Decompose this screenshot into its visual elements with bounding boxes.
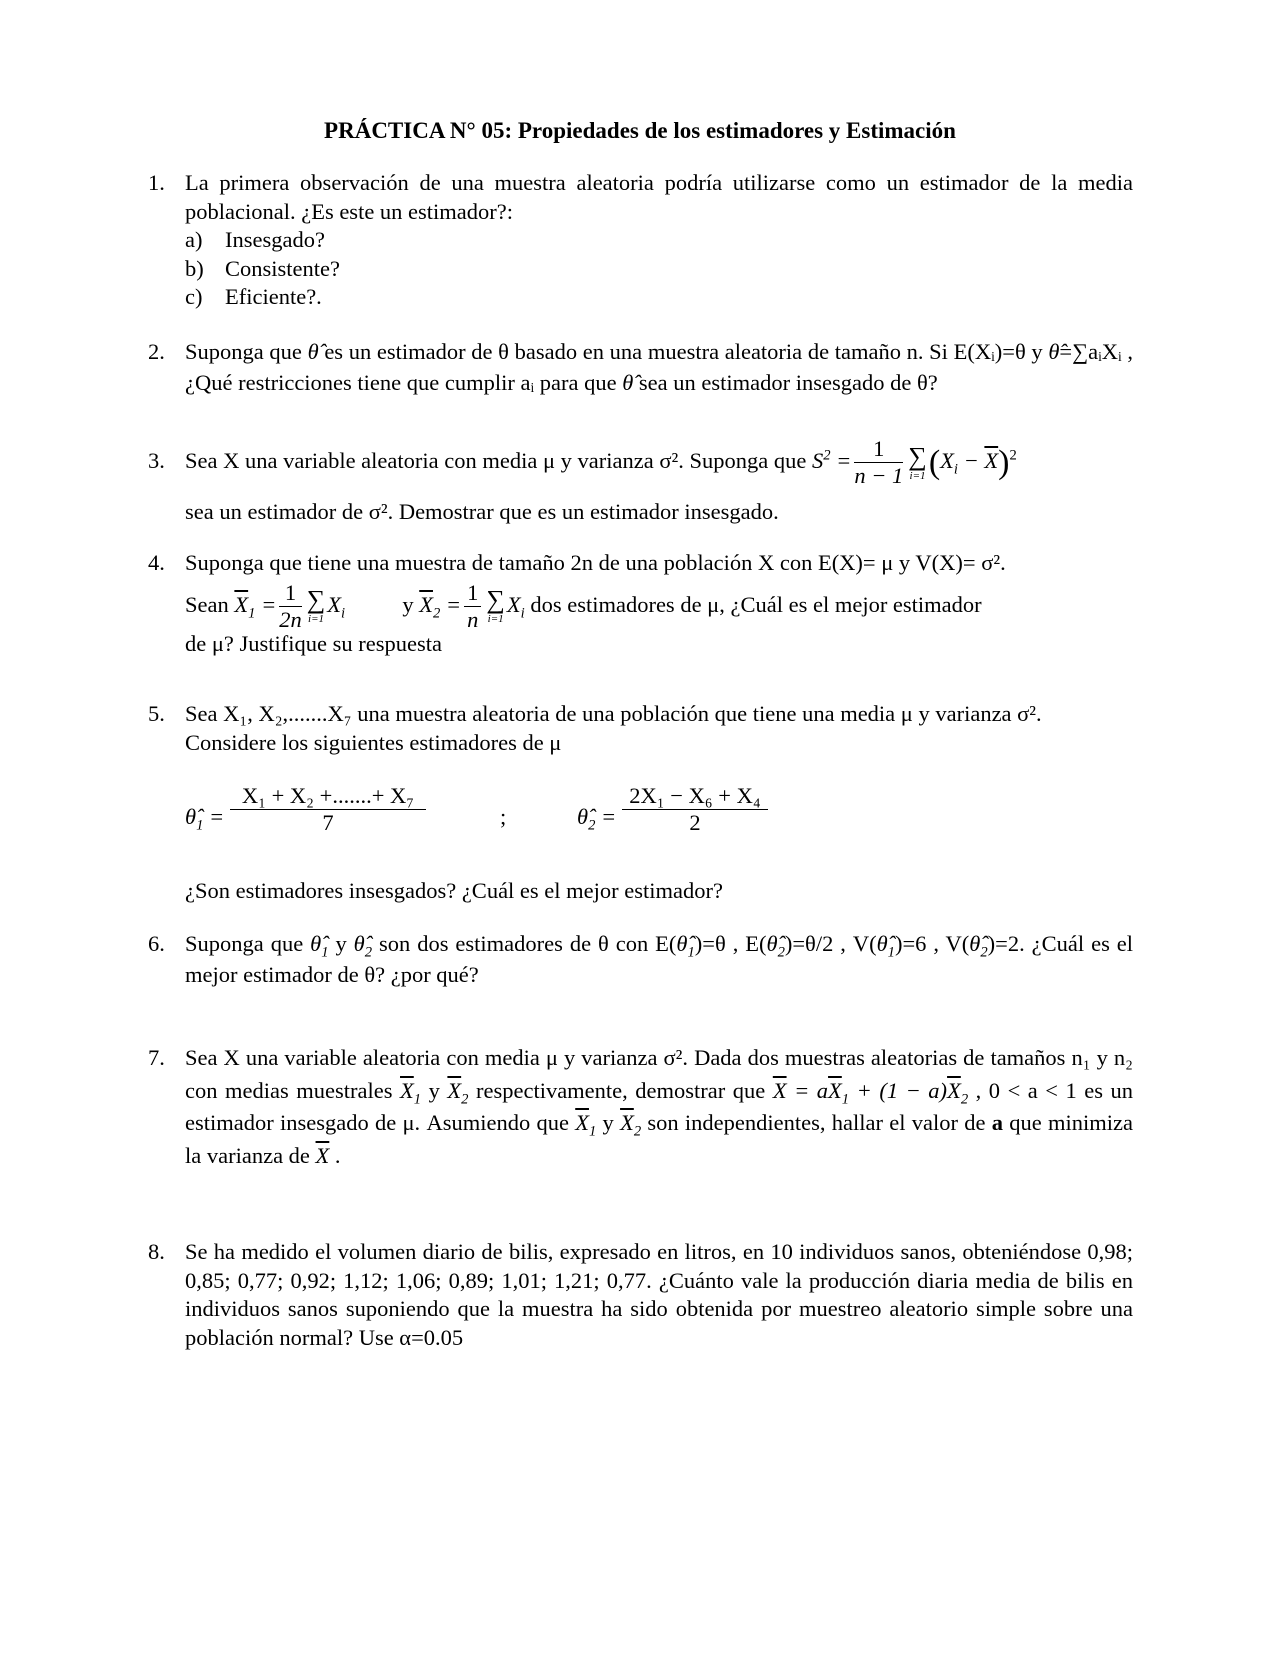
question-1 xyxy=(148,169,1133,312)
question-text: Se ha medido el volumen diario de bilis, expresado en litros, en 10 individuos sanos, obteniéndose 0,98; 0,85; 0,77; 0,92; 1,12; 1,06; 0,89; 1,01; 1,21; 0,77. ¿Cuánto vale la producción diaria media de bilis en individuos sanos suponiendo que la muestra ha sido obtenida por muestreo aleatorio simple sobre una población normal? Use α=0.05 xyxy=(185,1239,1133,1350)
question-text: Suponga que tiene una muestra de tamaño 2n de una población X con E(X)= μ y V(X)= σ². xyxy=(185,550,1006,575)
question-8 xyxy=(148,1238,1133,1352)
question-5 xyxy=(148,700,1133,906)
question-text: Suponga que $\thetâ_1$ y $\thetâ_2$ son dos estimadores de θ con $E(\thetâ_1)=\theta$ , $E(\thetâ_2)=\theta/2$ , $V(\thetâ_1)=6$ , $V(\thetâ_2)=2$. ¿Cuál es el mejor estimador de θ? ¿por qué? xyxy=(185,931,1134,987)
question-text-cont: de μ? Justifique su respuesta xyxy=(185,630,443,656)
option-b: b) Consistente? xyxy=(185,255,340,281)
question-number: 8. xyxy=(148,1239,165,1264)
question-text: Sea X una variable aleatoria con media μ y varianza σ². Suponga que $S^2$ = $\frac{1}{n - 1}$ ∑ i=1 $(X_i - \overline{X})^2$ xyxy=(185,436,1017,489)
question-text-2: Considere los siguientes estimadores de μ xyxy=(185,729,562,755)
question-text: La primera observación de una muestra aleatoria podría utilizarse como un estimador de la media poblacional. ¿Es este un estimador?: xyxy=(185,170,1133,224)
question-text-3: ¿Son estimadores insesgados? ¿Cuál es el mejor estimador? xyxy=(185,878,723,903)
question-6 xyxy=(148,928,1133,990)
question-3 xyxy=(148,420,1133,526)
question-4 xyxy=(148,549,1133,658)
question-number: 7. xyxy=(148,1045,165,1070)
combined-estimator-formula: $\overline{X} = a\overline{X}_1 + (1 - a)\overline{X}_2$ xyxy=(772,1077,969,1107)
question-text: Suponga que θ̂ es un estimador de θ basado en una muestra aleatoria de tamaño n. Si E(Xᵢ)=θ y θ̂=∑aᵢXᵢ , ¿Qué restricciones tiene que cumplir aᵢ para que θ̂ sea un estimador insesgado de θ? xyxy=(185,339,1134,395)
question-7 xyxy=(148,1042,1133,1172)
sample-variance-formula: $S^2$ = xyxy=(811,447,852,473)
question-number: 3. xyxy=(148,448,165,473)
question-2 xyxy=(148,336,1133,398)
estimator-formulas: $\thetâ_1$ = $\frac{\text{X₁ + X₂ +.......+ X₇}}{7}$ ; $\thetâ_2$ = $\frac{\text{2X₁ − X₆ + X₄}}{2}$ xyxy=(185,783,1133,853)
page-title: PRÁCTICA N° 05: Propiedades de los estimadores y Estimación xyxy=(324,118,956,143)
estimators-line: Sean $\overline{X}_1$ = $\frac{1}{2n}$ ∑ i=1 $X_i$ y $\overline{X}_2$ = $\frac{1}{n}$ ∑ i=1 $X_i$ dos estimadores de μ, ¿Cuál es el mejor estimador xyxy=(185,579,982,632)
question-text: Sea X una variable aleatoria con media μ y varianza σ². Dada dos muestras aleatorias de tamaños n₁ y n₂ con medias muestrales $\overline{X}_1$ y $\overline{X}_2$ respectivamente, demostrar que $\overline{X} = a\overline{X}_1 + (1 - a)\overline{X}_2$ , 0 < a < 1 es un estimador insesgado de μ. Asumiendo que $\overline{X}_1$ y $\overline{X}_2$ son independientes, hallar el valor de a que minimiza la varianza de $\overline{X}$ . xyxy=(185,1045,1134,1168)
question-number: 5. xyxy=(148,701,165,726)
question-number: 4. xyxy=(148,550,165,575)
question-text: Sea X₁, X₂,.......X₇ una muestra aleatoria de una población que tiene una media μ y varianza σ². xyxy=(185,701,1042,726)
question-number: 6. xyxy=(148,931,165,956)
question-number: 2. xyxy=(148,339,165,364)
question-text-cont: sea un estimador de σ². Demostrar que es un estimador insesgado. xyxy=(185,498,779,524)
option-c: c) Eficiente?. xyxy=(185,284,322,309)
question-number: 1. xyxy=(148,170,165,195)
option-a: a) Insesgado? xyxy=(185,227,325,252)
